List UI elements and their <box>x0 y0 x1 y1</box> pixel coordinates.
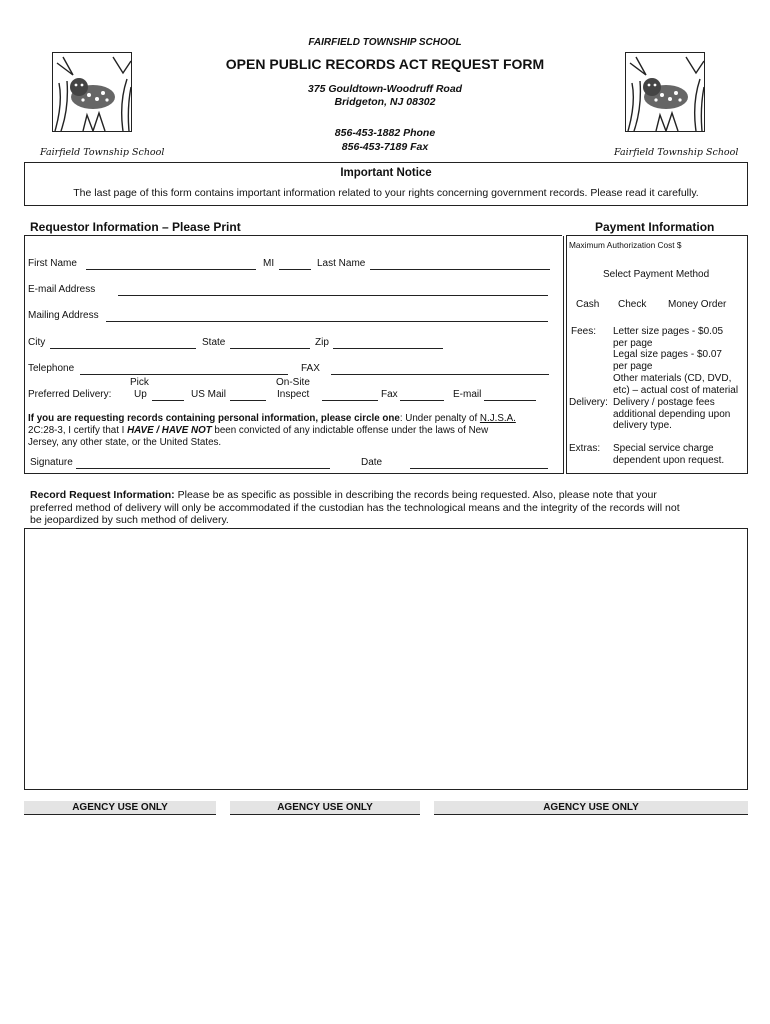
select-payment-label: Select Payment Method <box>603 269 710 280</box>
last-name-label: Last Name <box>317 258 366 269</box>
email-delivery-label: E-mail <box>453 389 482 400</box>
state-label: State <box>202 337 226 348</box>
logo-caption-right: Fairfield Township School <box>614 147 739 158</box>
cash-option[interactable]: Cash <box>576 299 600 310</box>
agency-use-2: AGENCY USE ONLY <box>230 801 420 815</box>
school-logo-left <box>52 52 132 132</box>
signature-label: Signature <box>30 457 73 468</box>
date-label: Date <box>361 457 383 468</box>
mi-label: MI <box>263 258 275 269</box>
have-option[interactable]: HAVE <box>127 425 154 436</box>
notice-title: Important Notice <box>340 167 432 179</box>
agency-use-1: AGENCY USE ONLY <box>24 801 216 815</box>
email-label: E-mail Address <box>28 284 96 295</box>
agency-use-3: AGENCY USE ONLY <box>434 801 748 815</box>
school-name: FAIRFIELD TOWNSHIP SCHOOL <box>308 37 462 48</box>
address-line-2: Bridgeton, NJ 08302 <box>334 96 436 108</box>
form-title: OPEN PUBLIC RECORDS ACT REQUEST FORM <box>225 56 545 72</box>
requestor-section-box <box>24 236 564 474</box>
school-logo-right <box>625 52 705 132</box>
on-site-label-bottom: Inspect <box>277 389 310 400</box>
first-name-label: First Name <box>28 258 77 269</box>
city-label: City <box>28 337 46 348</box>
money-order-option[interactable]: Money Order <box>668 299 727 310</box>
fax-delivery-label: Fax <box>381 389 398 400</box>
pick-up-label-bottom: Up <box>134 389 147 400</box>
requestor-heading: Requestor Information – Please Print <box>30 220 241 234</box>
on-site-label-top: On-Site <box>276 377 310 388</box>
max-cost-label: Maximum Authorization Cost $ <box>569 240 682 250</box>
fax-number: 856-453-7189 Fax <box>341 141 429 153</box>
fax-label: FAX <box>301 363 320 374</box>
mailing-address-label: Mailing Address <box>28 310 99 321</box>
fees-label: Fees: <box>571 326 597 337</box>
have-not-option[interactable]: HAVE NOT <box>161 425 212 436</box>
check-option[interactable]: Check <box>618 299 647 310</box>
zip-label: Zip <box>315 337 329 348</box>
record-request-textarea[interactable] <box>24 528 748 790</box>
extras-details: Special service charge dependent upon request. <box>613 443 725 466</box>
important-notice-box <box>24 162 748 206</box>
logo-caption-left: Fairfield Township School <box>40 147 165 158</box>
address-line-1: 375 Gouldtown-Woodruff Road <box>307 83 463 95</box>
preferred-delivery-label: Preferred Delivery: <box>28 389 112 400</box>
telephone-label: Telephone <box>28 363 75 374</box>
fees-details: Letter size pages - $0.05 per page Legal size pages - $0.07 per page Other materials (CD, DVD, etc) – actual cost of material <box>613 326 739 396</box>
us-mail-label: US Mail <box>191 389 227 400</box>
certification-text: If you are requesting records containing personal information, please circle one: Under penalty of N.J.S.A. 2C:28-3, I certify that I HAVE / HAVE NOT been convicted of any indictable offense under the laws of New Jersey, any other state, or the United States. <box>28 413 516 448</box>
pick-up-label-top: Pick <box>130 377 149 388</box>
delivery-details: Delivery / postage fees additional depending upon delivery type. <box>613 397 731 432</box>
record-request-instructions: Record Request Information: Please be as specific as possible in describing the records being requested. Also, please note that your preferred method of delivery will only be accommodated if the custodian has the technological means and the integrity of the records will not be jeopardized by such method of delivery. <box>30 489 680 526</box>
extras-label: Extras: <box>569 443 601 454</box>
notice-text: The last page of this form contains important information related to your rights concerning government records. Please read it carefully. <box>73 187 699 199</box>
delivery-label: Delivery: <box>569 397 608 408</box>
payment-heading: Payment Information <box>595 220 715 234</box>
phone-number: 856-453-1882 Phone <box>334 127 436 139</box>
